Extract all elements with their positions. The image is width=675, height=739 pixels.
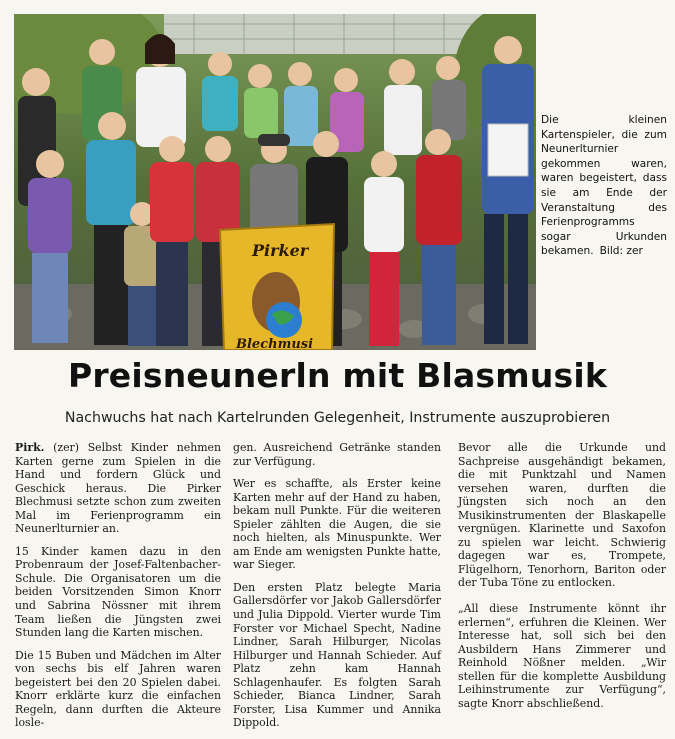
banner-text: Pirker: [252, 241, 309, 260]
paragraph: Bevor alle die Urkunde und Sachpreise ausgehändigt bekamen, die mit Punktzahl und Namen versehen waren, durften die Jüngsten sich noch an den Musikinstrumenten der Blaskapelle vergnügen. Klarinette und Saxofon zu spielen war leicht. Schwierig dagegen war es, Trompete, Flügelhorn, Tenorhorn, Bariton oder der Tuba Töne zu entlocken.: [458, 441, 666, 590]
photo-caption: [541, 113, 667, 259]
paragraph: Wer es schaffte, als Erster keine Karten mehr auf der Hand zu haben, bekam null Punkte. Für die weiteren Spieler zählten die Augen, die sie noch hielten, als Minuspunkte. Wer am Ende am wenigsten Punkte hatte, war Sieger.: [233, 477, 441, 572]
banner-text-2: Blechmusi: [236, 337, 314, 350]
dateline: Pirk.: [15, 441, 45, 454]
article-column-3: [458, 441, 666, 719]
paragraph-text: (zer) Selbst Kinder nehmen Karten gerne zum Spielen in die Hand und fordern Glück und Geschick heraus. Die Pirker Blechmusi setzte schon zum zweiten Mal im Ferienprogramm ein Neunerlturnier an.: [15, 441, 221, 536]
article-column-1: [15, 441, 221, 739]
group-photo: [14, 14, 536, 350]
article-column-2: [233, 441, 441, 739]
photo-credit: Bild: zer: [599, 245, 643, 258]
headline: Preisneunerln mit Blasmusik: [67, 356, 608, 395]
photo-illustration: [14, 14, 536, 350]
paragraph: Die 15 Buben und Mädchen im Alter von sechs bis elf Jahren waren begeistert bei den 20 Spielen dabei. Knorr erklärte kurz die einfachen Regeln, dann durften die Akteure losle-: [15, 648, 221, 730]
caption-text: Die kleinen Kartenspieler, die zum Neunerlturnier gekommen waren, waren begeistert, dass sie am Ende der Veranstaltung des Ferienprogramms sogar Urkunden bekamen.: [541, 114, 667, 258]
paragraph: [15, 441, 221, 536]
paragraph: Den ersten Platz belegte Maria Gallersdörfer vor Jakob Gallersdörfer und Julia Dippold. Vierter wurde Tim Forster vor Michael Specht, Nadine Lindner, Sarah Hilburger, Nicolas Hilburger und Hannah Schieder. Auf Platz zehn kam Hannah Schlagenhaufer. Es folgten Sarah Schieder, Bianca Lindner, Sarah Forster, Lisa Kummer und Annika Dippold.: [233, 580, 441, 730]
paragraph: 15 Kinder kamen dazu in den Probenraum der Josef-Faltenbacher-Schule. Die Organisatoren um die beiden Vorsitzenden Simon Knorr und Sabrina Nössner mit ihrem Team ließen die Jüngsten zwei Stunden lang die Karten mischen.: [15, 544, 221, 640]
paragraph: gen. Ausreichend Getränke standen zur Verfügung.: [233, 441, 441, 468]
subheadline: Nachwuchs hat nach Kartelrunden Gelegenheit, Instrumente auszuprobieren: [64, 410, 611, 426]
club-banner: [220, 224, 334, 350]
paragraph: „All diese Instrumente könnt ihr erlernen“, erfuhren die Kleinen. Wer Interesse hat, soll sich bei den Ausbildern Hans Zimmerer und Reinhold Nößner melden. „Wir stellen für die komplette Ausbildung Leihinstrumente zur Verfügung“, sagte Knorr abschließend.: [458, 602, 666, 710]
